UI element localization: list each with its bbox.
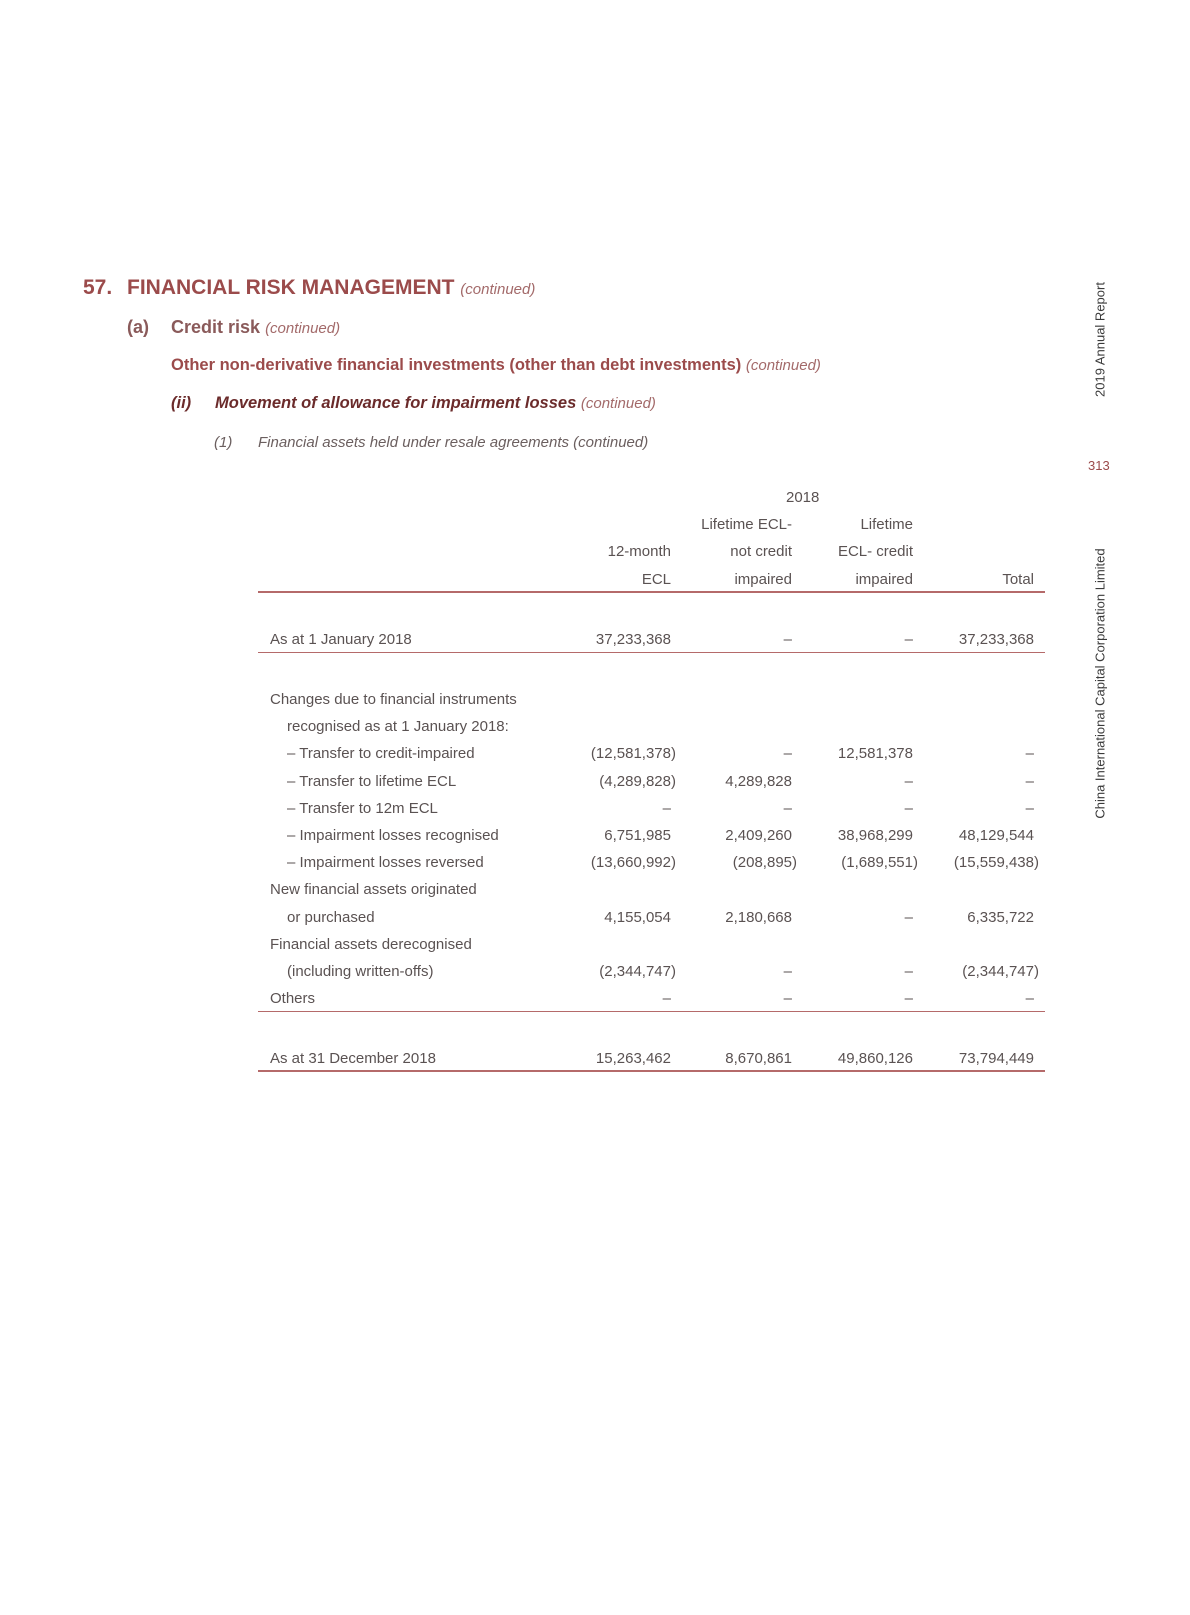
header-row bbox=[258, 511, 1045, 538]
cell-col-4: 48,129,544 bbox=[958, 827, 1034, 844]
cell-col-1: 6,751,985 bbox=[604, 827, 671, 844]
table-row bbox=[258, 985, 1045, 1012]
cell-col-3: 12,581,378 bbox=[837, 745, 913, 763]
cell-col-4: 73,794,449 bbox=[958, 1050, 1034, 1067]
table-row bbox=[258, 849, 1045, 876]
table-rule bbox=[258, 652, 1045, 653]
row-label: Financial assets derecognised bbox=[270, 935, 472, 953]
subitem-heading: (1) Financial assets held under resale agreements (continued) bbox=[214, 434, 649, 451]
cell-col-2: 4,289,828 bbox=[725, 772, 792, 790]
subsection-heading: (a) Credit risk (continued) bbox=[127, 317, 341, 337]
row-label: or purchased bbox=[287, 908, 375, 926]
cell-col-1: 4,155,054 bbox=[604, 908, 671, 926]
table-row bbox=[258, 822, 1045, 849]
cell-col-4: – bbox=[1025, 799, 1034, 817]
table-rule bbox=[258, 1070, 1045, 1072]
cell-col-1: 12-month bbox=[607, 543, 671, 561]
cell-col-4: 6,335,722 bbox=[967, 908, 1034, 926]
row-label: Others bbox=[270, 990, 316, 1008]
cell-col-4: (15,559,438) bbox=[953, 854, 1039, 872]
cell-col-1: – bbox=[662, 799, 671, 817]
cell-col-2: 2,180,668 bbox=[725, 908, 792, 926]
row-label: – Impairment losses reversed bbox=[287, 854, 484, 872]
cell-col-1: 37,233,368 bbox=[595, 631, 671, 648]
item-heading: (ii) Movement of allowance for impairment losses (continued) bbox=[171, 394, 656, 412]
company-name: China International Capital Corporation Limited bbox=[1092, 548, 1108, 819]
cell-col-1: (2,344,747) bbox=[599, 963, 676, 980]
table-row bbox=[258, 713, 1045, 740]
cell-col-4: 37,233,368 bbox=[958, 631, 1034, 648]
cell-col-3: 49,860,126 bbox=[837, 1050, 913, 1067]
table-row bbox=[258, 795, 1045, 822]
cell-col-4: (2,344,747) bbox=[962, 963, 1039, 980]
report-title: 2019 Annual Report bbox=[1092, 282, 1108, 397]
cell-col-3: impaired bbox=[855, 570, 913, 588]
cell-col-1: – bbox=[662, 990, 671, 1008]
row-label: – Impairment losses recognised bbox=[287, 827, 499, 844]
table-rule bbox=[258, 591, 1045, 593]
table-row bbox=[258, 686, 1045, 713]
row-label: recognised as at 1 January 2018: bbox=[287, 718, 509, 736]
cell-col-3: – bbox=[904, 908, 913, 926]
row-label: New financial assets originated bbox=[270, 881, 477, 899]
cell-col-4: – bbox=[1025, 772, 1034, 790]
cell-col-3: – bbox=[904, 631, 913, 648]
table-row bbox=[258, 768, 1045, 795]
cell-col-1: (12,581,378) bbox=[590, 745, 676, 763]
cell-col-1: 15,263,462 bbox=[595, 1050, 671, 1067]
cell-col-2: – bbox=[783, 990, 792, 1008]
opening-row bbox=[258, 626, 1045, 653]
cell-col-3: – bbox=[904, 799, 913, 817]
cell-col-1: (4,289,828) bbox=[599, 772, 676, 790]
row-label: As at 31 December 2018 bbox=[270, 1050, 436, 1067]
closing-row bbox=[258, 1045, 1045, 1072]
cell-col-2: – bbox=[783, 963, 792, 980]
row-label: Changes due to financial instruments bbox=[270, 691, 517, 708]
cell-col-4: – bbox=[1025, 990, 1034, 1008]
table-row bbox=[258, 740, 1045, 767]
cell-col-3: (1,689,551) bbox=[841, 854, 918, 872]
table-row bbox=[258, 958, 1045, 985]
cell-col-3: – bbox=[904, 963, 913, 980]
cell-col-2: – bbox=[783, 799, 792, 817]
cell-col-1: ECL bbox=[641, 570, 671, 588]
table-row bbox=[258, 904, 1045, 931]
row-label: – Transfer to credit-impaired bbox=[287, 745, 475, 763]
cell-col-3: ECL- credit bbox=[837, 543, 913, 561]
row-label: (including written-offs) bbox=[287, 963, 434, 980]
cell-col-2: 8,670,861 bbox=[725, 1050, 792, 1067]
cell-col-3: – bbox=[904, 772, 913, 790]
section-heading: 57. FINANCIAL RISK MANAGEMENT (continued) bbox=[83, 276, 536, 299]
row-label: – Transfer to 12m ECL bbox=[287, 799, 438, 817]
cell-col-2: – bbox=[783, 631, 792, 648]
table-row bbox=[258, 876, 1045, 903]
cell-col-3: 38,968,299 bbox=[837, 827, 913, 844]
cell-col-2: not credit bbox=[730, 543, 792, 561]
cell-col-2: (208,895) bbox=[732, 854, 797, 872]
cell-col-1: (13,660,992) bbox=[590, 854, 676, 872]
header-row bbox=[258, 538, 1045, 565]
cell-col-3: – bbox=[904, 990, 913, 1008]
subheading: Other non-derivative financial investments (other than debt investments) (continued) bbox=[171, 356, 821, 374]
cell-col-3: Lifetime bbox=[860, 516, 913, 534]
cell-col-4: Total bbox=[1002, 570, 1034, 588]
cell-col-2: impaired bbox=[734, 570, 792, 588]
header-row bbox=[258, 566, 1045, 593]
table-row bbox=[258, 931, 1045, 958]
cell-col-2: – bbox=[783, 745, 792, 763]
year-header: 2018 bbox=[786, 489, 820, 506]
cell-col-4: – bbox=[1025, 745, 1034, 763]
cell-col-2: Lifetime ECL- bbox=[701, 516, 792, 534]
row-label: As at 1 January 2018 bbox=[270, 631, 412, 648]
page-number: 313 bbox=[1088, 458, 1110, 473]
table-rule bbox=[258, 1011, 1045, 1012]
row-label: – Transfer to lifetime ECL bbox=[287, 772, 457, 790]
cell-col-2: 2,409,260 bbox=[725, 827, 792, 844]
